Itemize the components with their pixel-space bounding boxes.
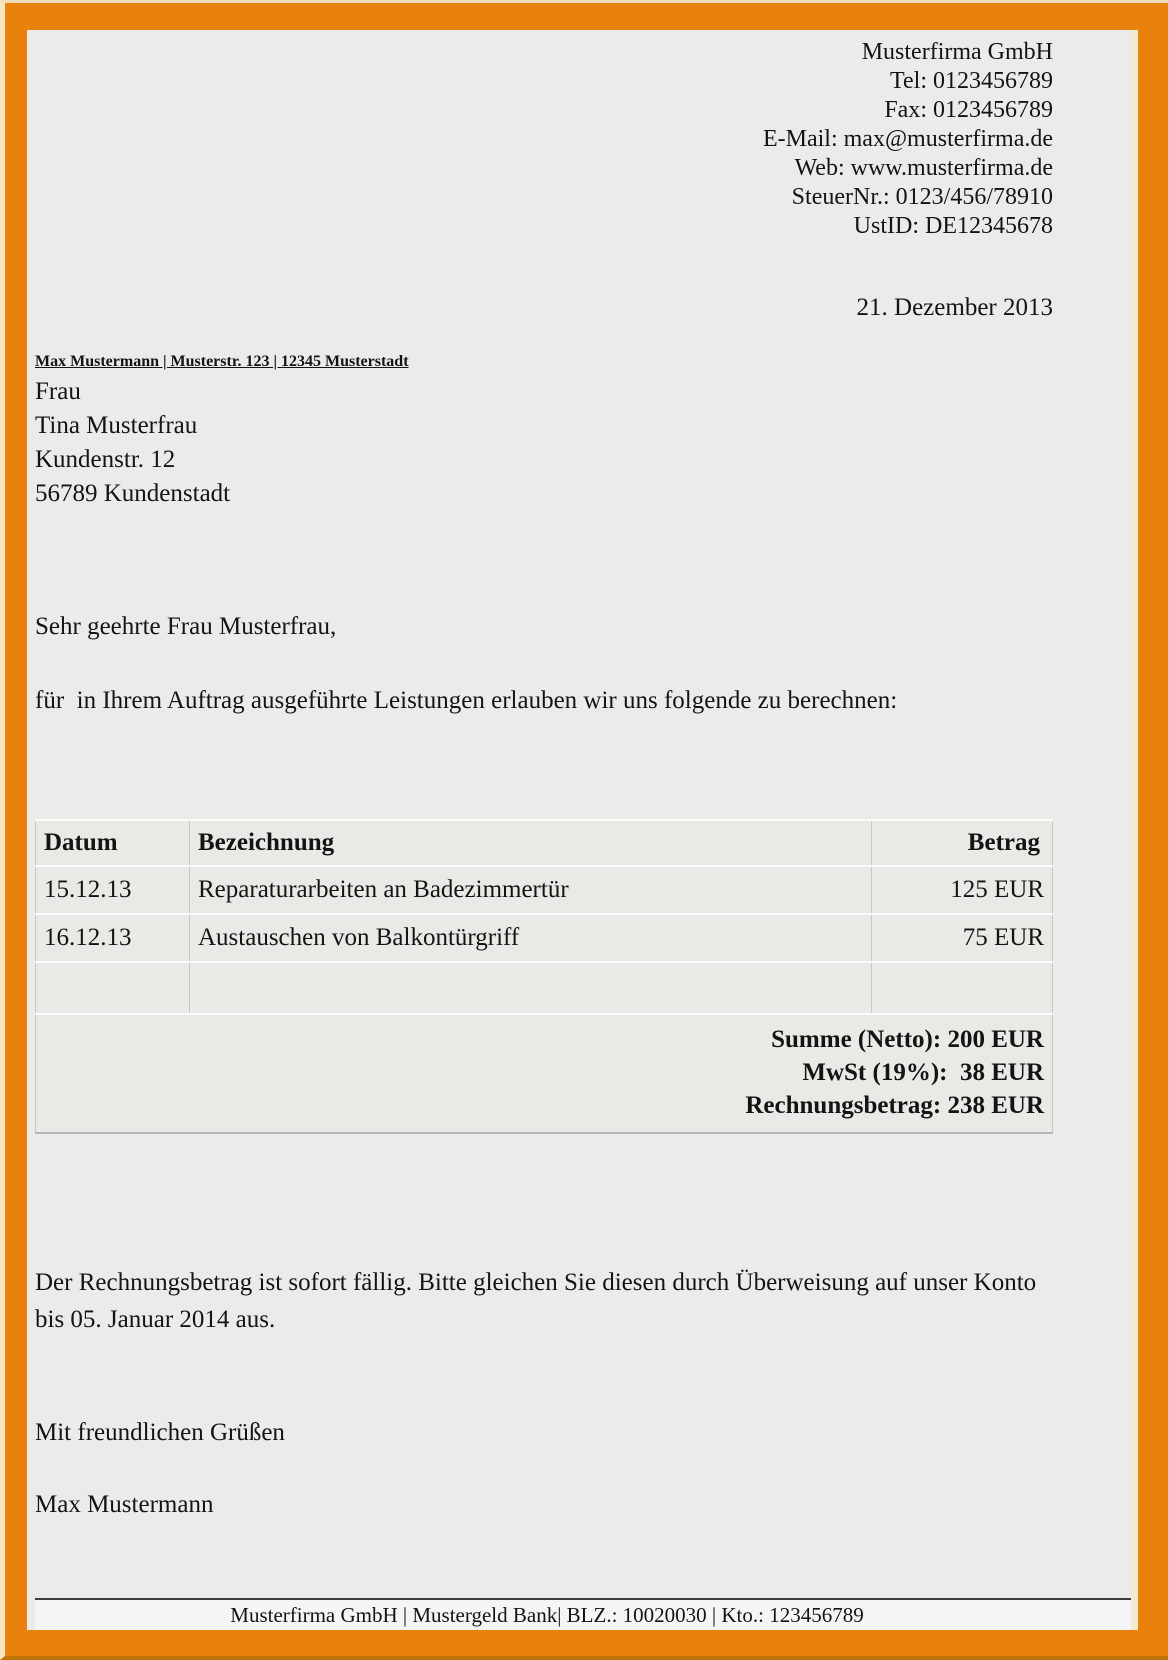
totals-cell xyxy=(36,1014,1053,1133)
salutation-line: Sehr geehrte Frau Musterfrau, xyxy=(35,613,337,640)
company-tax-number: SteuerNr.: 0123/456/78910 xyxy=(791,184,1053,210)
recipient-salutation-word: Frau xyxy=(35,378,81,405)
item-amount: 125 EUR xyxy=(872,866,1053,914)
item-description: Austauschen von Balkontürgriff xyxy=(190,914,872,962)
header-bezeichnung: Bezeichnung xyxy=(190,820,872,866)
company-vat-id: UstID: DE12345678 xyxy=(853,213,1053,239)
empty-cell xyxy=(190,962,872,1014)
table-totals-row xyxy=(36,1014,1053,1133)
recipient-address-block xyxy=(35,375,1053,511)
company-web: Web: www.musterfirma.de xyxy=(794,155,1053,181)
table-empty-row xyxy=(36,962,1053,1014)
company-name: Musterfirma GmbH xyxy=(861,39,1053,65)
item-date: 15.12.13 xyxy=(36,866,190,914)
header-datum: Datum xyxy=(36,820,190,866)
letter-body xyxy=(27,38,1131,1522)
company-email: E-Mail: max@musterfirma.de xyxy=(762,126,1053,152)
item-amount: 75 EUR xyxy=(872,914,1053,962)
letter-sheet xyxy=(27,30,1138,1630)
recipient-street: Kundenstr. 12 xyxy=(35,446,176,473)
header-betrag: Betrag xyxy=(872,820,1053,866)
footer-bank-details: Musterfirma GmbH | Mustergeld Bank| BLZ.: 10020030 | Kto.: 123456789 xyxy=(230,1603,864,1627)
table-row xyxy=(36,914,1053,962)
company-fax: Fax: 0123456789 xyxy=(884,97,1053,123)
closing-line: Mit freundlichen Grüßen xyxy=(35,1419,285,1446)
total-gross: Rechnungsbetrag: 238 EUR xyxy=(745,1092,1044,1119)
signature-name: Max Mustermann xyxy=(35,1491,214,1518)
letter-date: 21. Dezember 2013 xyxy=(856,294,1053,321)
total-vat: MwSt (19%): 38 EUR xyxy=(802,1059,1044,1086)
table-row xyxy=(36,866,1053,914)
recipient-city: 56789 Kundenstadt xyxy=(35,480,231,507)
item-date: 16.12.13 xyxy=(36,914,190,962)
item-description: Reparaturarbeiten an Badezimmertür xyxy=(190,866,872,914)
table-header-row xyxy=(36,820,1053,866)
payment-note-paragraph: Der Rechnungsbetrag ist sofort fällig. Bitte gleichen Sie diesen durch Überweisung auf unser Konto bis 05. Januar 2014 aus. xyxy=(35,1269,1037,1333)
empty-cell xyxy=(872,962,1053,1014)
empty-cell xyxy=(36,962,190,1014)
company-tel: Tel: 0123456789 xyxy=(890,68,1053,94)
recipient-name: Tina Musterfrau xyxy=(35,412,198,439)
footer-bar xyxy=(35,1598,1131,1630)
company-contact-block xyxy=(35,38,1053,241)
invoice-items-table xyxy=(35,819,1053,1134)
sender-return-address: Max Mustermann | Musterstr. 123 | 12345 Musterstadt xyxy=(35,353,409,370)
total-net: Summe (Netto): 200 EUR xyxy=(771,1026,1044,1053)
intro-paragraph: für in Ihrem Auftrag ausgeführte Leistungen erlauben wir uns folgende zu berechnen: xyxy=(35,687,898,714)
